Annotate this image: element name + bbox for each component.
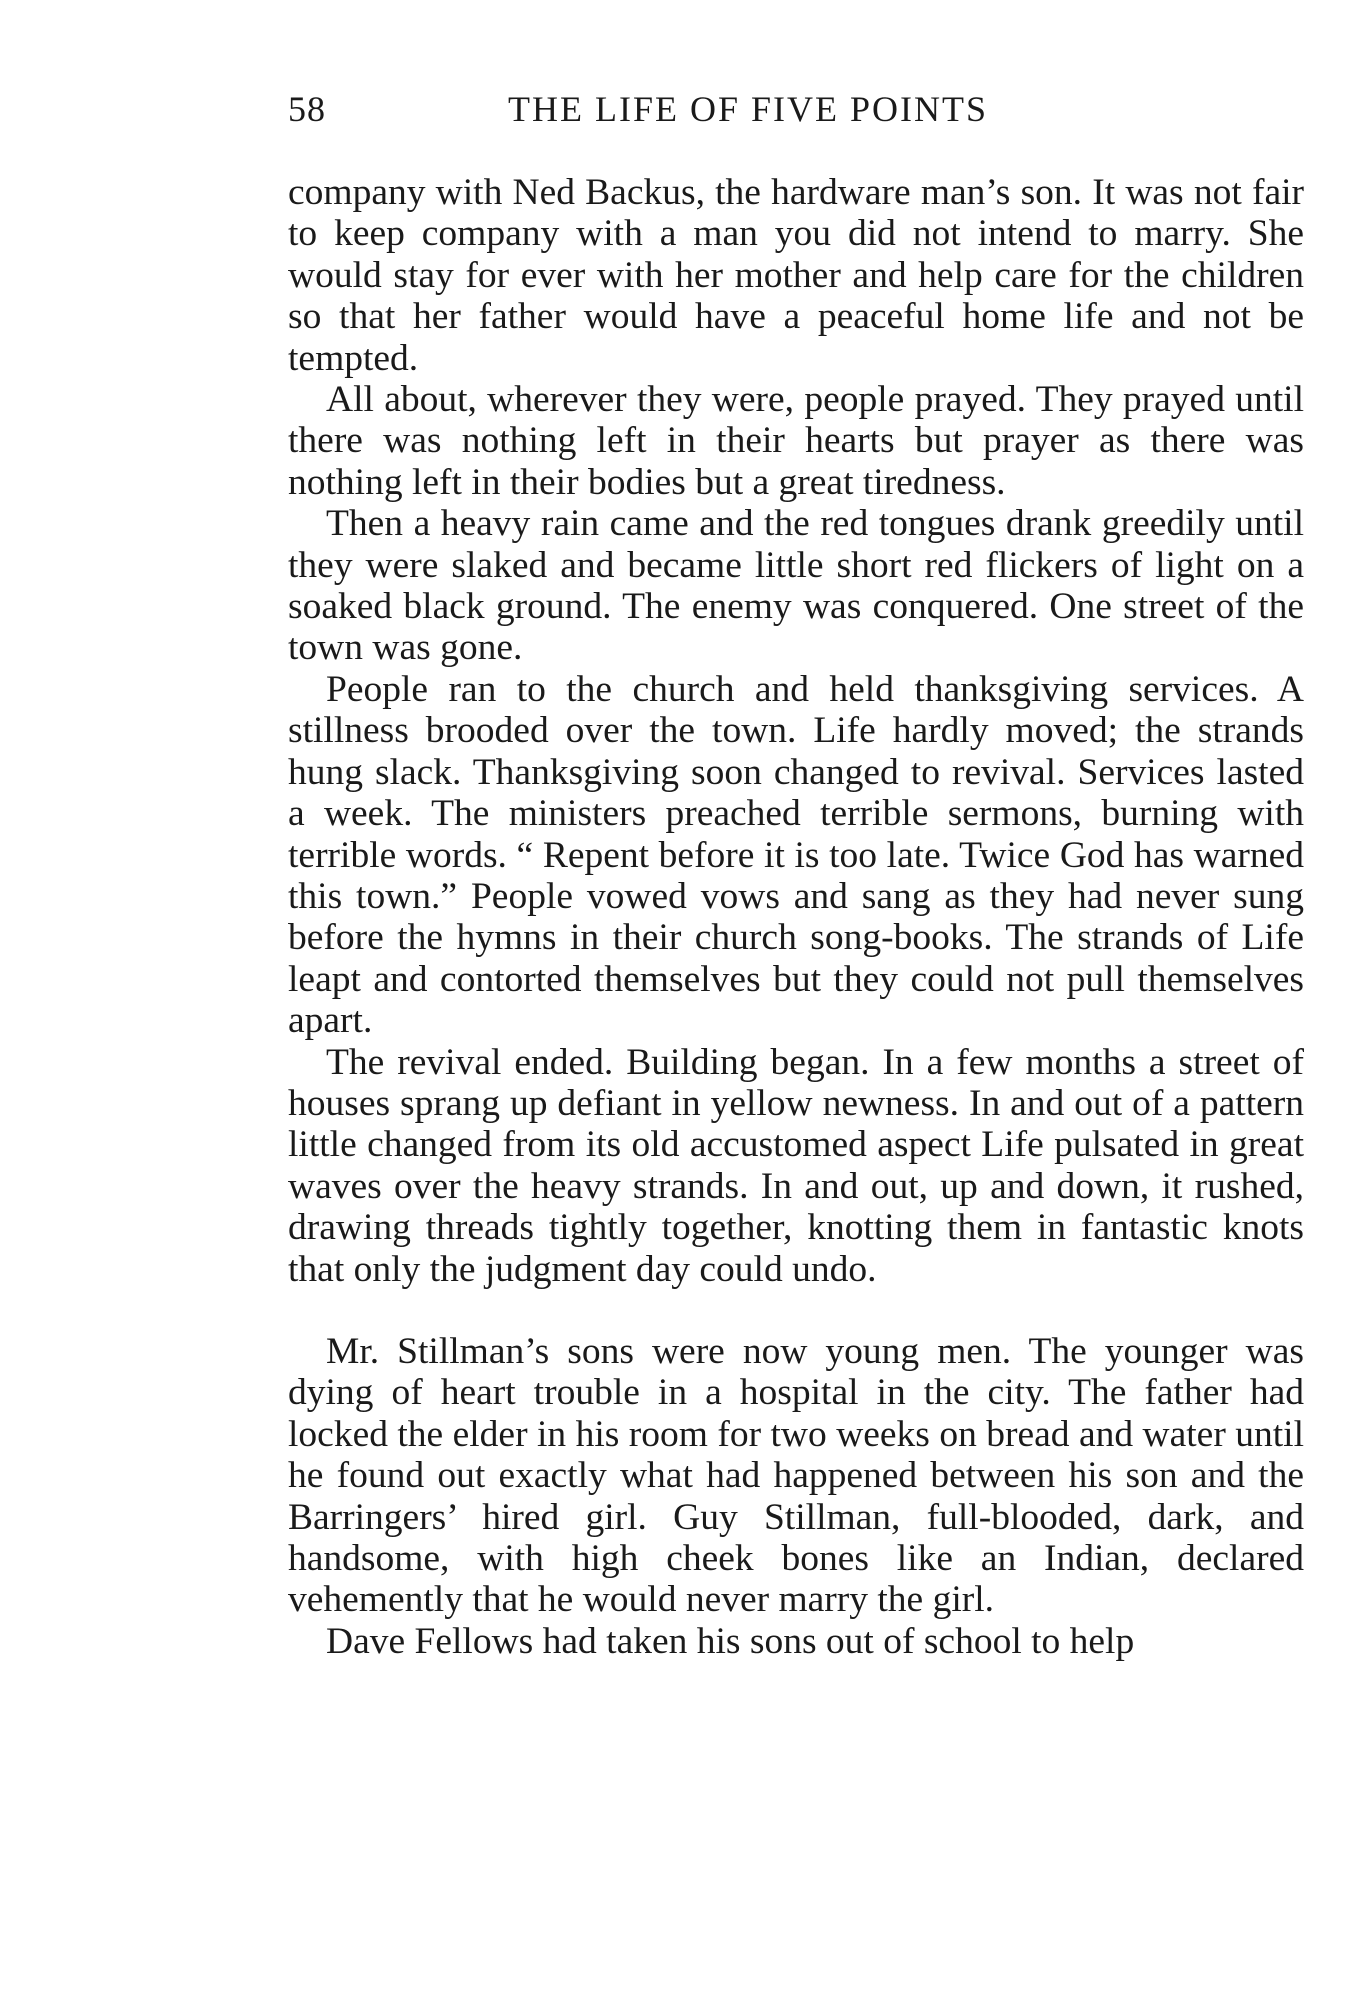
paragraph: Dave Fellows had taken his sons out of school to help (326, 1620, 1135, 1662)
page-header (288, 88, 1308, 138)
running-title: THE LIFE OF FIVE POINTS (508, 89, 989, 129)
page-number: 58 (288, 89, 326, 129)
paragraph: All about, wherever they were, people prayed. They prayed until there was nothing left in their hearts but prayer as there was nothing left in their bodies but a great tiredness. (288, 379, 1304, 503)
paragraph: People ran to the church and held thanksgiving services. A stillness brooded over the town. Life hardly moved; the strands hung slack. Thanksgiving soon changed to revival. Services lasted a week. The ministers preached terrible sermons, burning with terrible words. “ Repent before it is too late. Twice God has warned this town.” People vowed vows and sang as they had never sung before the hymns in their church song-books. The strands of Life leapt and contorted themselves but they could not pull themselves apart. (288, 668, 1304, 1042)
paragraph: Mr. Stillman’s sons were now young men. The younger was dying of heart trouble in a hospital in the city. The father had locked the elder in his room for two weeks on bread and water until he found out exactly what had happened between his son and the Barringers’ hired girl. Guy Stillman, full-blooded, dark, and handsome, with high cheek bones like an Indian, declared vehemently that he would never marry the girl. (288, 1330, 1304, 1621)
paragraph: The revival ended. Building began. In a few months a street of houses sprang up defiant in yellow newness. In and out of a pattern little changed from its old accustomed aspect Life pulsated in great waves over the heavy strands. In and out, up and down, it rushed, drawing threads tightly together, knotting them in fantastic knots that only the judgment day could undo. (288, 1041, 1304, 1290)
paragraph: Then a heavy rain came and the red tongues drank greedily until they were slaked and became little short red flickers of light on a soaked black ground. The enemy was conquered. One street of the town was gone. (288, 503, 1304, 669)
section-break (288, 1290, 1304, 1331)
body-text (288, 172, 1304, 1662)
paragraph: company with Ned Backus, the hardware man’s son. It was not fair to keep company with a man you did not intend to marry. She would stay for ever with her mother and help care for the children so that her father would have a peaceful home life and not be tempted. (288, 172, 1304, 379)
